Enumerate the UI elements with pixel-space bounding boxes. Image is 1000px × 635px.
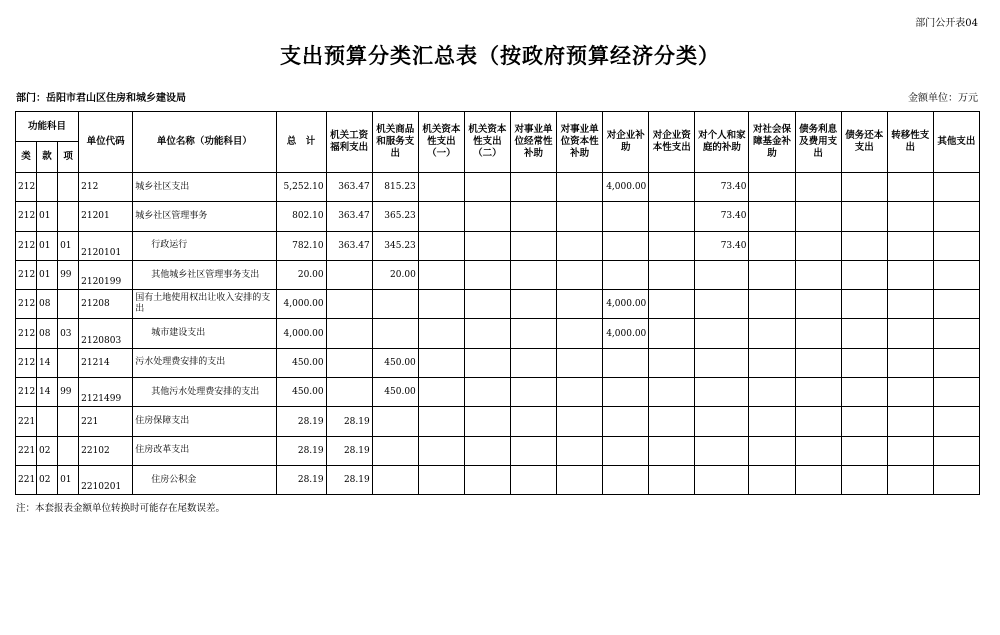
cell-total: 450.00 bbox=[276, 378, 326, 407]
cell-c8 bbox=[649, 378, 695, 407]
cell-c6 bbox=[557, 348, 603, 377]
header-c9: 对个人和家庭的补助 bbox=[695, 112, 749, 173]
cell-kuan: 02 bbox=[37, 436, 58, 465]
cell-c12 bbox=[841, 290, 887, 319]
cell-unit-code: 2120803 bbox=[79, 319, 133, 348]
header-c13: 转移性支出 bbox=[887, 112, 933, 173]
cell-c8 bbox=[649, 290, 695, 319]
cell-c3 bbox=[418, 290, 464, 319]
cell-unit-name: 城市建设支出 bbox=[133, 319, 276, 348]
cell-unit-name: 住房改革支出 bbox=[133, 436, 276, 465]
header-unit-name: 单位名称（功能科目） bbox=[133, 112, 276, 173]
cell-c3 bbox=[418, 173, 464, 202]
header-c4: 机关资本性支出（二） bbox=[464, 112, 510, 173]
cell-c4 bbox=[464, 436, 510, 465]
header-lei: 类 bbox=[16, 142, 37, 173]
cell-c3 bbox=[418, 260, 464, 289]
cell-c2 bbox=[372, 436, 418, 465]
cell-c11 bbox=[795, 173, 841, 202]
cell-c11 bbox=[795, 465, 841, 494]
cell-c3 bbox=[418, 348, 464, 377]
cell-unit-name: 行政运行 bbox=[133, 231, 276, 260]
cell-c5 bbox=[510, 465, 556, 494]
cell-c13 bbox=[887, 260, 933, 289]
cell-c12 bbox=[841, 202, 887, 231]
cell-kuan: 01 bbox=[37, 231, 58, 260]
cell-c12 bbox=[841, 348, 887, 377]
cell-xiang bbox=[58, 290, 79, 319]
cell-lei: 212 bbox=[16, 202, 37, 231]
cell-c6 bbox=[557, 465, 603, 494]
cell-c9: 73.40 bbox=[695, 202, 749, 231]
cell-c7 bbox=[603, 231, 649, 260]
cell-c4 bbox=[464, 465, 510, 494]
cell-unit-name: 污水处理费安排的支出 bbox=[133, 348, 276, 377]
cell-c9: 73.40 bbox=[695, 173, 749, 202]
cell-c10 bbox=[749, 173, 795, 202]
cell-c9 bbox=[695, 407, 749, 436]
cell-c7 bbox=[603, 407, 649, 436]
footnote: 注：本套报表金额单位转换时可能存在尾数误差。 bbox=[16, 503, 226, 514]
cell-total: 782.10 bbox=[276, 231, 326, 260]
cell-c14 bbox=[933, 465, 979, 494]
cell-xiang bbox=[58, 407, 79, 436]
cell-xiang: 03 bbox=[58, 319, 79, 348]
cell-c14 bbox=[933, 202, 979, 231]
cell-lei: 212 bbox=[16, 231, 37, 260]
cell-c9 bbox=[695, 348, 749, 377]
cell-c9 bbox=[695, 436, 749, 465]
cell-unit-code: 2120199 bbox=[79, 260, 133, 289]
cell-unit-code: 21208 bbox=[79, 290, 133, 319]
cell-total: 28.19 bbox=[276, 407, 326, 436]
cell-c11 bbox=[795, 378, 841, 407]
cell-c14 bbox=[933, 407, 979, 436]
cell-kuan bbox=[37, 407, 58, 436]
cell-lei: 212 bbox=[16, 348, 37, 377]
cell-xiang bbox=[58, 202, 79, 231]
cell-c10 bbox=[749, 260, 795, 289]
cell-c7: 4,000.00 bbox=[603, 319, 649, 348]
cell-unit-name: 其他污水处理费安排的支出 bbox=[133, 378, 276, 407]
cell-unit-code: 221 bbox=[79, 407, 133, 436]
cell-c12 bbox=[841, 436, 887, 465]
header-func-subject: 功能科目 bbox=[16, 112, 79, 142]
cell-c6 bbox=[557, 260, 603, 289]
table-row bbox=[16, 319, 980, 348]
cell-xiang bbox=[58, 173, 79, 202]
cell-unit-code: 2210201 bbox=[79, 465, 133, 494]
cell-c4 bbox=[464, 348, 510, 377]
cell-kuan: 02 bbox=[37, 465, 58, 494]
cell-c13 bbox=[887, 202, 933, 231]
cell-lei: 221 bbox=[16, 436, 37, 465]
amount-unit-label: 金额单位：万元 bbox=[908, 93, 978, 104]
cell-c2: 815.23 bbox=[372, 173, 418, 202]
cell-lei: 212 bbox=[16, 260, 37, 289]
cell-c14 bbox=[933, 260, 979, 289]
table-row bbox=[16, 436, 980, 465]
cell-c9 bbox=[695, 260, 749, 289]
header-unit-code: 单位代码 bbox=[79, 112, 133, 173]
cell-c14 bbox=[933, 319, 979, 348]
cell-lei: 212 bbox=[16, 378, 37, 407]
cell-c13 bbox=[887, 407, 933, 436]
cell-kuan: 08 bbox=[37, 319, 58, 348]
header-total: 总 计 bbox=[276, 112, 326, 173]
cell-c13 bbox=[887, 173, 933, 202]
cell-c1: 28.19 bbox=[326, 436, 372, 465]
cell-c13 bbox=[887, 378, 933, 407]
cell-c3 bbox=[418, 319, 464, 348]
header-xiang: 项 bbox=[58, 142, 79, 173]
cell-c12 bbox=[841, 407, 887, 436]
cell-c7 bbox=[603, 436, 649, 465]
cell-c6 bbox=[557, 378, 603, 407]
cell-c7 bbox=[603, 348, 649, 377]
cell-c11 bbox=[795, 348, 841, 377]
cell-c12 bbox=[841, 319, 887, 348]
header-c1: 机关工资福利支出 bbox=[326, 112, 372, 173]
header-c3: 机关资本性支出（一） bbox=[418, 112, 464, 173]
cell-c9 bbox=[695, 290, 749, 319]
cell-c9: 73.40 bbox=[695, 231, 749, 260]
table-row bbox=[16, 202, 980, 231]
cell-c1: 28.19 bbox=[326, 465, 372, 494]
cell-c11 bbox=[795, 407, 841, 436]
cell-xiang: 01 bbox=[58, 465, 79, 494]
cell-c13 bbox=[887, 348, 933, 377]
cell-c3 bbox=[418, 465, 464, 494]
cell-total: 28.19 bbox=[276, 465, 326, 494]
cell-unit-name: 国有土地使用权出让收入安排的支出 bbox=[133, 290, 276, 319]
cell-c4 bbox=[464, 202, 510, 231]
cell-c10 bbox=[749, 202, 795, 231]
cell-c13 bbox=[887, 231, 933, 260]
cell-c2 bbox=[372, 290, 418, 319]
cell-c10 bbox=[749, 465, 795, 494]
cell-c2 bbox=[372, 465, 418, 494]
cell-c11 bbox=[795, 290, 841, 319]
cell-c6 bbox=[557, 231, 603, 260]
table-row bbox=[16, 348, 980, 377]
table-row bbox=[16, 173, 980, 202]
cell-c12 bbox=[841, 465, 887, 494]
cell-c2 bbox=[372, 407, 418, 436]
cell-kuan: 01 bbox=[37, 260, 58, 289]
cell-c1: 28.19 bbox=[326, 407, 372, 436]
header-c10: 对社会保障基金补助 bbox=[749, 112, 795, 173]
cell-total: 5,252.10 bbox=[276, 173, 326, 202]
cell-c5 bbox=[510, 378, 556, 407]
cell-total: 802.10 bbox=[276, 202, 326, 231]
cell-c1: 363.47 bbox=[326, 231, 372, 260]
cell-c2 bbox=[372, 319, 418, 348]
cell-c7: 4,000.00 bbox=[603, 173, 649, 202]
cell-xiang bbox=[58, 348, 79, 377]
cell-c5 bbox=[510, 348, 556, 377]
cell-c6 bbox=[557, 173, 603, 202]
cell-kuan: 08 bbox=[37, 290, 58, 319]
cell-c9 bbox=[695, 378, 749, 407]
cell-c10 bbox=[749, 436, 795, 465]
cell-unit-name: 住房公积金 bbox=[133, 465, 276, 494]
cell-c3 bbox=[418, 231, 464, 260]
cell-lei: 212 bbox=[16, 290, 37, 319]
cell-xiang: 99 bbox=[58, 378, 79, 407]
cell-lei: 221 bbox=[16, 407, 37, 436]
cell-c6 bbox=[557, 202, 603, 231]
cell-c4 bbox=[464, 407, 510, 436]
cell-c8 bbox=[649, 319, 695, 348]
cell-c8 bbox=[649, 407, 695, 436]
cell-c2: 450.00 bbox=[372, 378, 418, 407]
cell-c13 bbox=[887, 290, 933, 319]
header-c5: 对事业单位经常性补助 bbox=[510, 112, 556, 173]
header-c14: 其他支出 bbox=[933, 112, 979, 173]
cell-c7 bbox=[603, 465, 649, 494]
cell-c10 bbox=[749, 378, 795, 407]
cell-c3 bbox=[418, 436, 464, 465]
cell-c1 bbox=[326, 348, 372, 377]
table-row bbox=[16, 231, 980, 260]
cell-c1 bbox=[326, 260, 372, 289]
cell-c4 bbox=[464, 231, 510, 260]
cell-c7 bbox=[603, 202, 649, 231]
department-label: 部门：岳阳市君山区住房和城乡建设局 bbox=[16, 93, 186, 104]
cell-c1: 363.47 bbox=[326, 202, 372, 231]
cell-c11 bbox=[795, 260, 841, 289]
cell-c5 bbox=[510, 319, 556, 348]
cell-c10 bbox=[749, 348, 795, 377]
cell-c9 bbox=[695, 319, 749, 348]
cell-lei: 221 bbox=[16, 465, 37, 494]
cell-total: 4,000.00 bbox=[276, 319, 326, 348]
cell-c8 bbox=[649, 260, 695, 289]
header-c11: 债务利息及费用支出 bbox=[795, 112, 841, 173]
cell-c2: 20.00 bbox=[372, 260, 418, 289]
cell-c1 bbox=[326, 290, 372, 319]
cell-c11 bbox=[795, 436, 841, 465]
cell-c6 bbox=[557, 290, 603, 319]
cell-c7: 4,000.00 bbox=[603, 290, 649, 319]
cell-c6 bbox=[557, 319, 603, 348]
cell-c5 bbox=[510, 231, 556, 260]
cell-unit-name: 其他城乡社区管理事务支出 bbox=[133, 260, 276, 289]
header-c8: 对企业资本性支出 bbox=[649, 112, 695, 173]
cell-c8 bbox=[649, 465, 695, 494]
cell-xiang bbox=[58, 436, 79, 465]
cell-c4 bbox=[464, 173, 510, 202]
cell-kuan: 01 bbox=[37, 202, 58, 231]
cell-c12 bbox=[841, 378, 887, 407]
cell-c10 bbox=[749, 231, 795, 260]
cell-c14 bbox=[933, 436, 979, 465]
cell-c11 bbox=[795, 231, 841, 260]
cell-c14 bbox=[933, 378, 979, 407]
table-number: 部门公开表04 bbox=[915, 18, 978, 29]
header-c7: 对企业补助 bbox=[603, 112, 649, 173]
header-c2: 机关商品和服务支出 bbox=[372, 112, 418, 173]
table-row bbox=[16, 290, 980, 319]
cell-unit-code: 21214 bbox=[79, 348, 133, 377]
cell-c6 bbox=[557, 436, 603, 465]
cell-c2: 365.23 bbox=[372, 202, 418, 231]
cell-c4 bbox=[464, 290, 510, 319]
cell-kuan: 14 bbox=[37, 378, 58, 407]
cell-c10 bbox=[749, 319, 795, 348]
header-c6: 对事业单位资本性补助 bbox=[557, 112, 603, 173]
header-kuan: 款 bbox=[37, 142, 58, 173]
cell-unit-name: 城乡社区支出 bbox=[133, 173, 276, 202]
cell-c1: 363.47 bbox=[326, 173, 372, 202]
cell-c13 bbox=[887, 436, 933, 465]
table-row bbox=[16, 260, 980, 289]
cell-unit-code: 2121499 bbox=[79, 378, 133, 407]
cell-xiang: 01 bbox=[58, 231, 79, 260]
page-title: 支出预算分类汇总表（按政府预算经济分类） bbox=[280, 43, 720, 68]
cell-c11 bbox=[795, 202, 841, 231]
cell-c11 bbox=[795, 319, 841, 348]
cell-c5 bbox=[510, 202, 556, 231]
table-row bbox=[16, 378, 980, 407]
cell-c7 bbox=[603, 260, 649, 289]
cell-unit-name: 城乡社区管理事务 bbox=[133, 202, 276, 231]
cell-c3 bbox=[418, 378, 464, 407]
cell-lei: 212 bbox=[16, 319, 37, 348]
cell-c4 bbox=[464, 319, 510, 348]
cell-c8 bbox=[649, 173, 695, 202]
cell-c12 bbox=[841, 173, 887, 202]
cell-c9 bbox=[695, 465, 749, 494]
cell-total: 450.00 bbox=[276, 348, 326, 377]
cell-c1 bbox=[326, 378, 372, 407]
table-row bbox=[16, 465, 980, 494]
cell-c3 bbox=[418, 407, 464, 436]
cell-total: 4,000.00 bbox=[276, 290, 326, 319]
table-row bbox=[16, 407, 980, 436]
cell-c3 bbox=[418, 202, 464, 231]
cell-kuan bbox=[37, 173, 58, 202]
cell-c2: 345.23 bbox=[372, 231, 418, 260]
cell-total: 28.19 bbox=[276, 436, 326, 465]
cell-c5 bbox=[510, 436, 556, 465]
cell-unit-code: 22102 bbox=[79, 436, 133, 465]
cell-c10 bbox=[749, 290, 795, 319]
cell-kuan: 14 bbox=[37, 348, 58, 377]
cell-c14 bbox=[933, 348, 979, 377]
cell-c8 bbox=[649, 231, 695, 260]
cell-c12 bbox=[841, 231, 887, 260]
cell-c6 bbox=[557, 407, 603, 436]
cell-c4 bbox=[464, 260, 510, 289]
cell-c1 bbox=[326, 319, 372, 348]
cell-c13 bbox=[887, 319, 933, 348]
cell-c8 bbox=[649, 436, 695, 465]
cell-c7 bbox=[603, 378, 649, 407]
cell-c10 bbox=[749, 407, 795, 436]
expenditure-budget-table bbox=[15, 111, 980, 495]
cell-c5 bbox=[510, 290, 556, 319]
cell-xiang: 99 bbox=[58, 260, 79, 289]
cell-c5 bbox=[510, 407, 556, 436]
cell-c13 bbox=[887, 465, 933, 494]
cell-c8 bbox=[649, 202, 695, 231]
cell-c14 bbox=[933, 173, 979, 202]
cell-c12 bbox=[841, 260, 887, 289]
cell-c5 bbox=[510, 260, 556, 289]
cell-lei: 212 bbox=[16, 173, 37, 202]
cell-total: 20.00 bbox=[276, 260, 326, 289]
cell-c4 bbox=[464, 378, 510, 407]
cell-unit-code: 212 bbox=[79, 173, 133, 202]
cell-c8 bbox=[649, 348, 695, 377]
header-c12: 债务还本支出 bbox=[841, 112, 887, 173]
cell-c14 bbox=[933, 290, 979, 319]
cell-unit-name: 住房保障支出 bbox=[133, 407, 276, 436]
cell-c14 bbox=[933, 231, 979, 260]
cell-c2: 450.00 bbox=[372, 348, 418, 377]
cell-unit-code: 21201 bbox=[79, 202, 133, 231]
cell-c5 bbox=[510, 173, 556, 202]
cell-unit-code: 2120101 bbox=[79, 231, 133, 260]
